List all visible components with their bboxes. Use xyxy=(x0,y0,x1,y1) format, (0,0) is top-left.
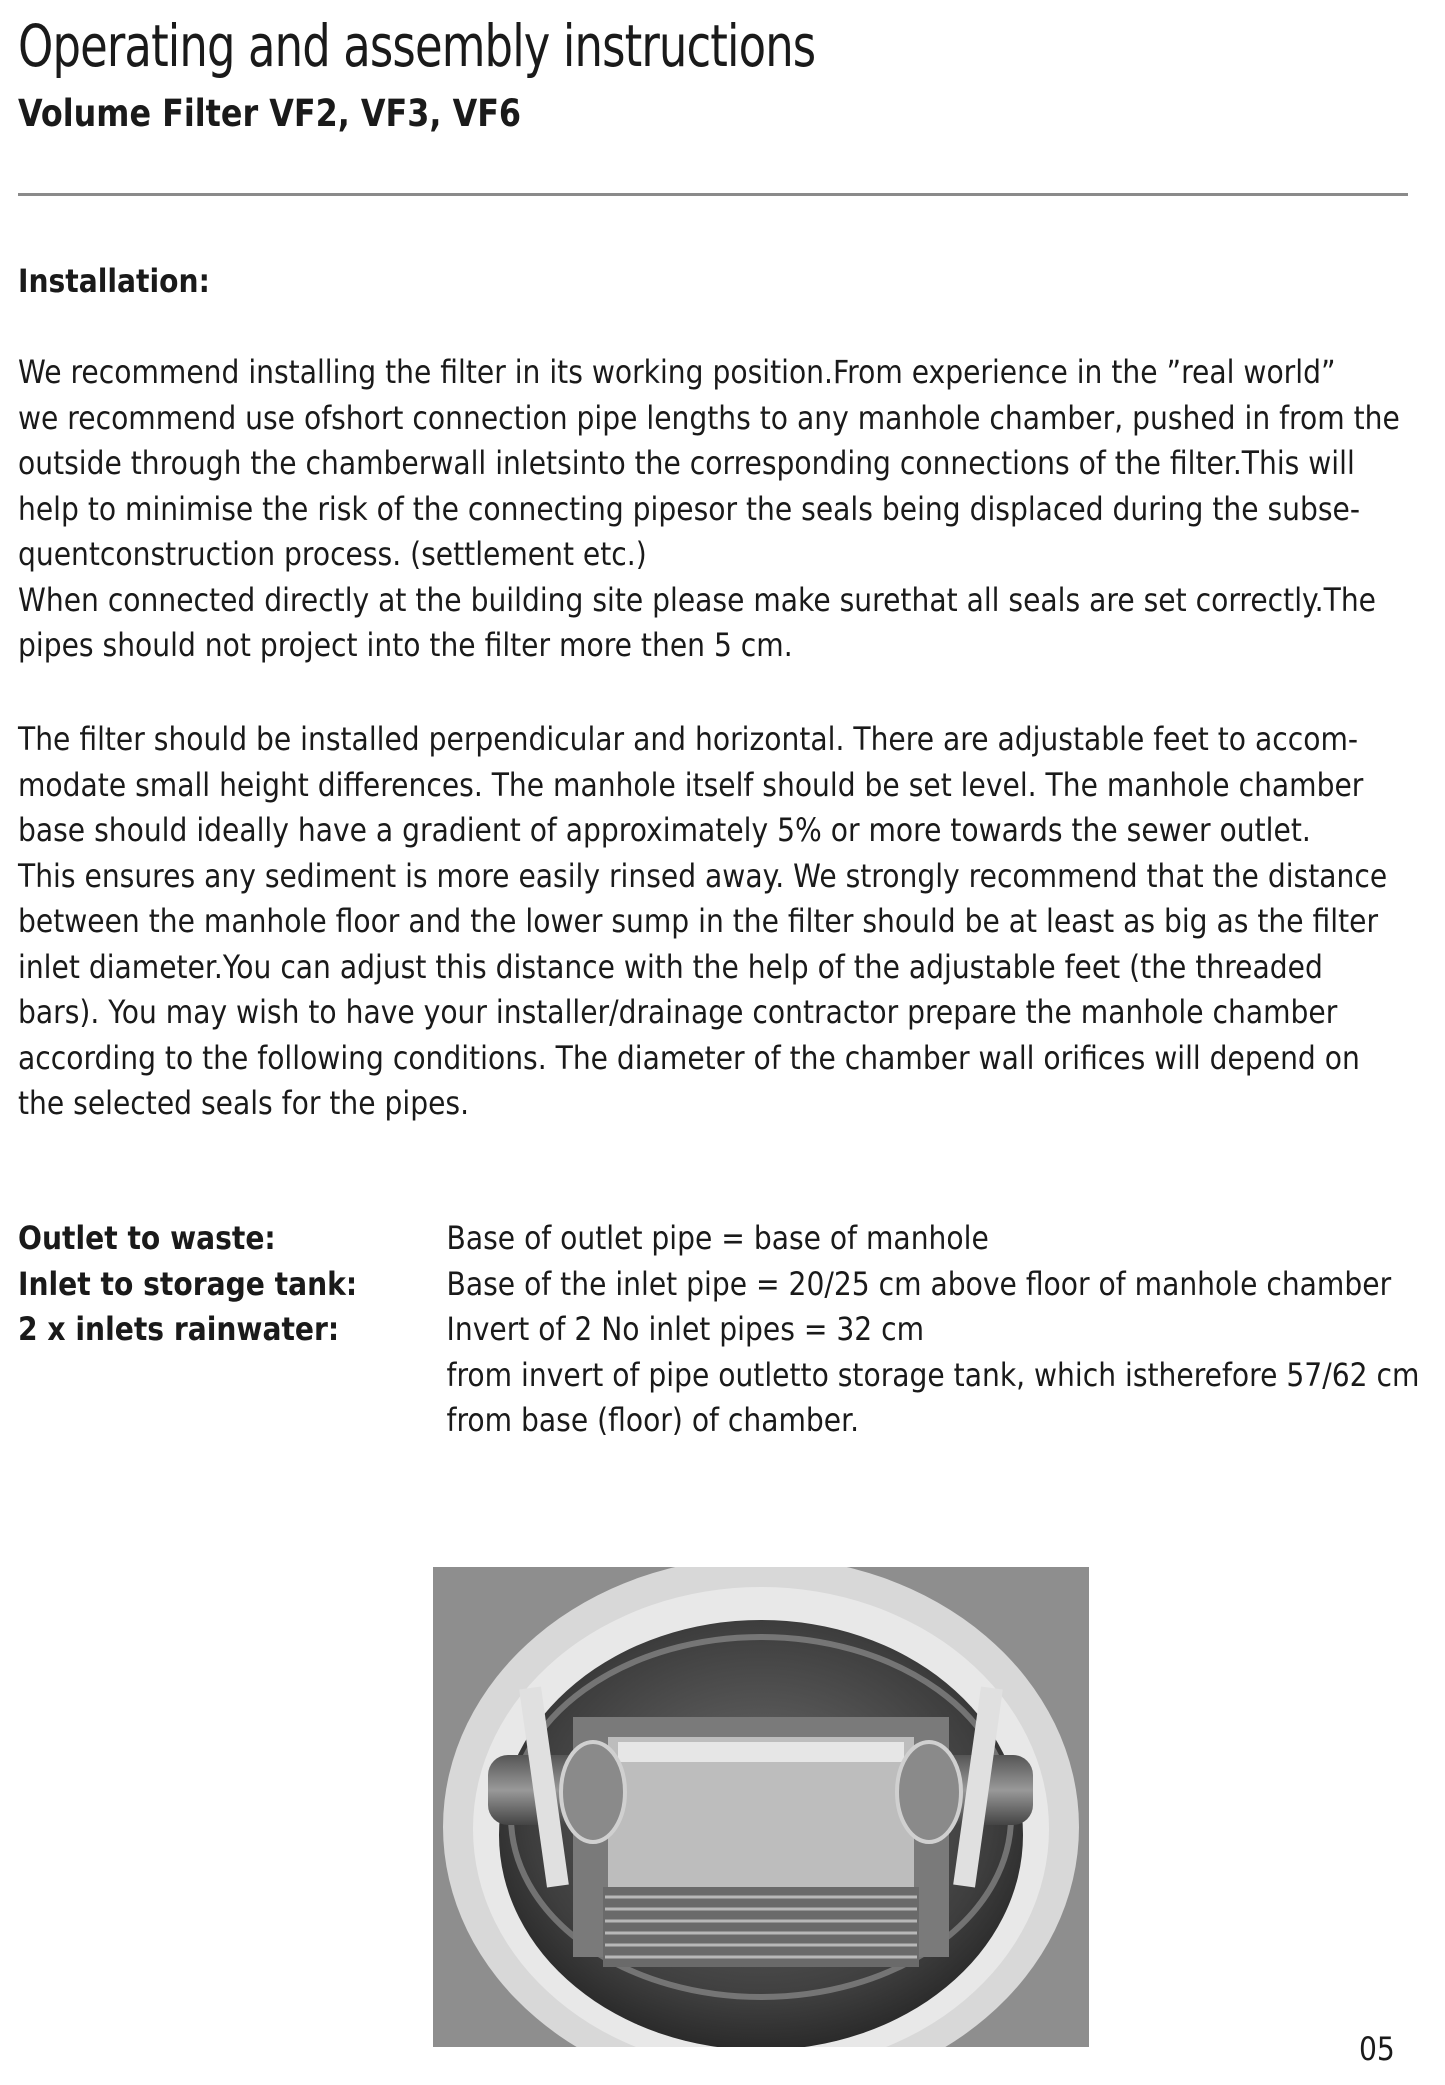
text-line: we recommend use ofshort connection pipe lengths to any manhole chamber, pushed in from the xyxy=(18,398,1400,437)
spec-label: 2 x inlets rainwater: xyxy=(18,1310,340,1348)
text-line: inlet diameter.You can adjust this distance with the help of the adjustable feet (the threaded xyxy=(18,947,1323,986)
header-divider xyxy=(18,193,1408,196)
text-line: We recommend installing the filter in its working position.From experience in the ”real world” xyxy=(18,353,1336,391)
text-line: quentconstruction process. (settlement etc.) xyxy=(18,535,647,573)
spec-value: Base of outlet pipe = base of manhole xyxy=(446,1219,989,1257)
text-line: outside through the chamberwall inletsinto the corresponding connections of the filter.This will xyxy=(18,444,1355,482)
installation-paragraph-2 xyxy=(18,717,1417,1127)
text-line: bars). You may wish to have your installer/drainage contractor prepare the manhole chamber xyxy=(18,993,1338,1031)
spec-continuation: from invert of pipe outletto storage tank, which istherefore 57/62 cm xyxy=(446,1355,1420,1394)
spec-label: Outlet to waste: xyxy=(18,1219,276,1257)
spec-row-inlets-rainwater xyxy=(18,1307,1417,1353)
installation-paragraph-1 xyxy=(18,350,1417,669)
text-line: help to minimise the risk of the connecting pipesor the seals being displaced during the subse- xyxy=(18,489,1361,528)
spec-continuation: from base (floor) of chamber. xyxy=(446,1401,860,1439)
text-line: according to the following conditions. The diameter of the chamber wall orifices will depend on xyxy=(18,1038,1360,1077)
specifications-list xyxy=(18,1216,1420,1444)
manhole-filter-photo xyxy=(433,1567,1089,2047)
page-subtitle: Volume Filter VF2, VF3, VF6 xyxy=(18,92,522,135)
text-line: the selected seals for the pipes. xyxy=(18,1084,470,1122)
spec-value: Invert of 2 No inlet pipes = 32 cm xyxy=(446,1310,925,1348)
text-line: base should ideally have a gradient of approximately 5% or more towards the sewer outlet. xyxy=(18,811,1311,849)
text-line: This ensures any sediment is more easily rinsed away. We strongly recommend that the distance xyxy=(18,856,1388,895)
spec-row-inlet-storage xyxy=(18,1262,1417,1308)
text-line: When connected directly at the building site please make surethat all seals are set correctly.The xyxy=(18,580,1377,619)
text-line: The filter should be installed perpendicular and horizontal. There are adjustable feet to accom- xyxy=(18,720,1359,758)
spec-row-outlet xyxy=(18,1216,1417,1262)
spec-value: Base of the inlet pipe = 20/25 cm above floor of manhole chamber xyxy=(446,1264,1392,1303)
installation-heading: Installation: xyxy=(18,262,210,300)
page-title: Operating and assembly instructions xyxy=(18,12,816,80)
spec-label: Inlet to storage tank: xyxy=(18,1264,358,1303)
page-number: 05 xyxy=(1359,2030,1395,2068)
text-line: pipes should not project into the filter more then 5 cm. xyxy=(18,626,793,664)
text-line: between the manhole floor and the lower sump in the filter should be at least as big as the filter xyxy=(18,902,1379,940)
text-line: modate small height differences. The manhole itself should be set level. The manhole chamber xyxy=(18,765,1364,804)
